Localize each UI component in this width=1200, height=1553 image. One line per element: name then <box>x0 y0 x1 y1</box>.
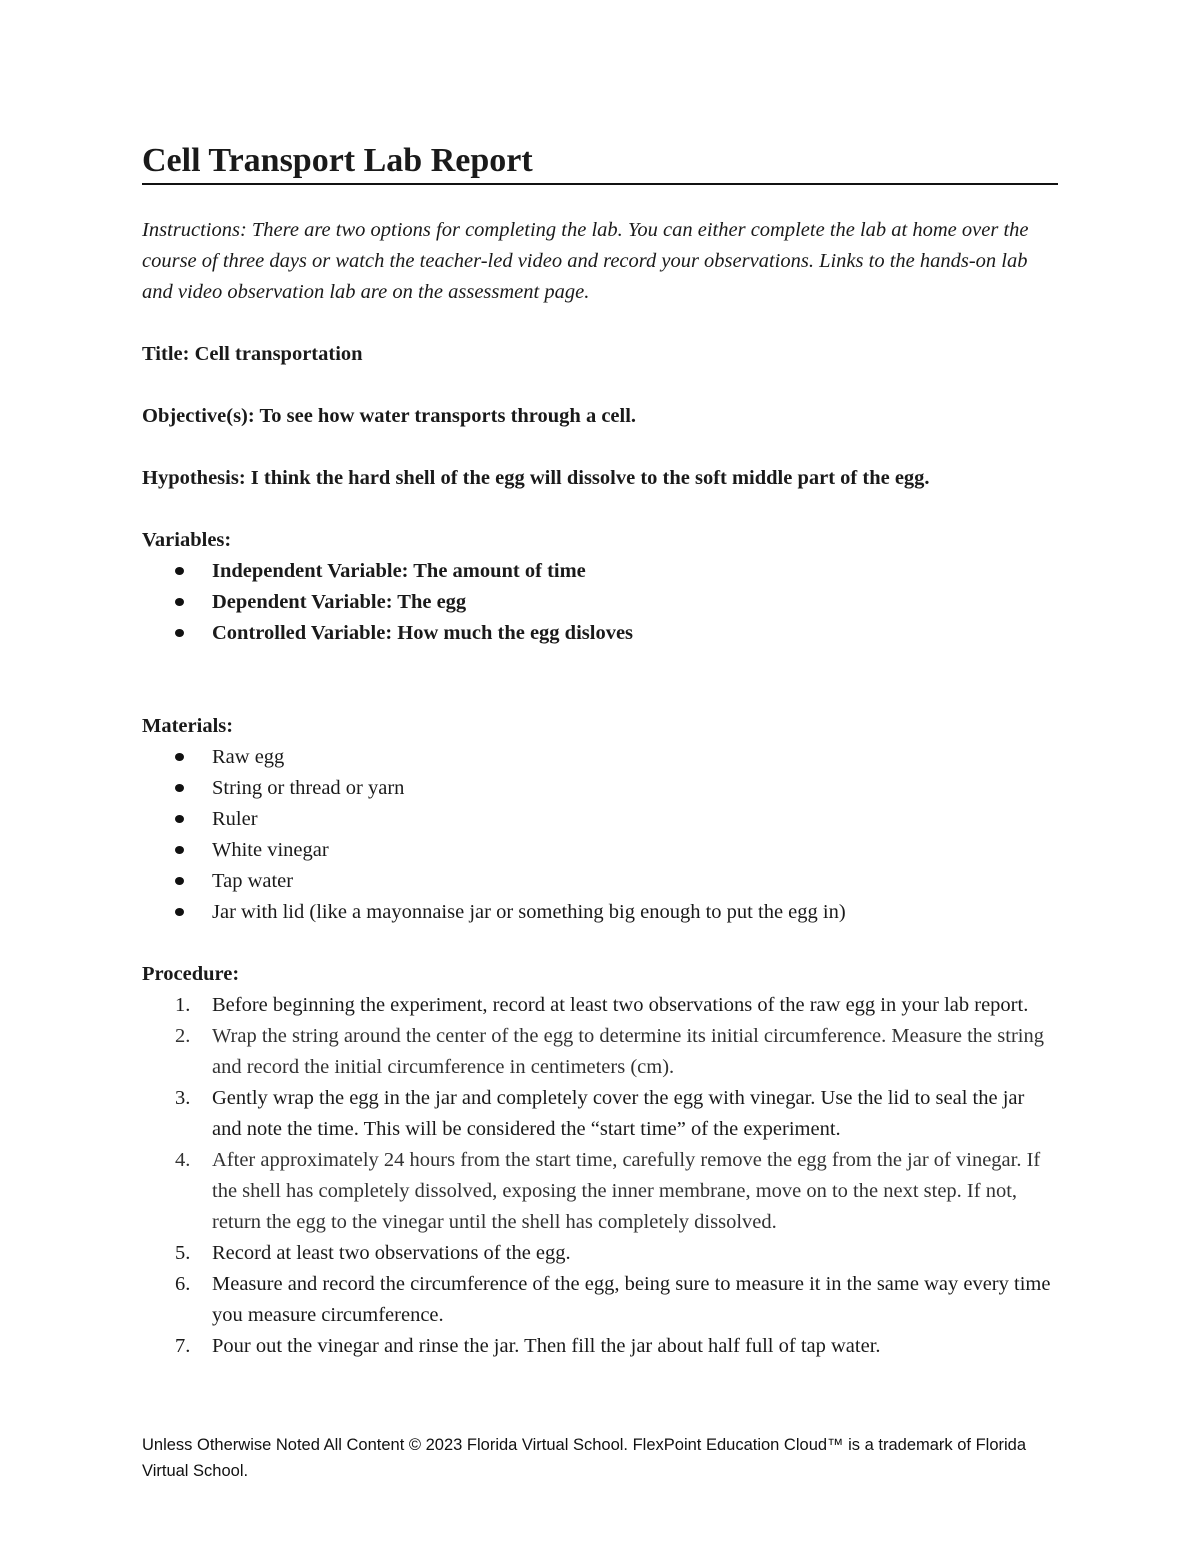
variable-text: Independent Variable: The amount of time <box>212 560 586 582</box>
variable-text: Dependent Variable: The egg <box>212 591 467 613</box>
variables-list <box>142 556 1058 649</box>
list-item <box>142 1083 1058 1145</box>
page-footer: Unless Otherwise Noted All Content © 2023 Florida Virtual School. FlexPoint Education Cloud™ is a trademark of Florida Virtual School. <box>142 1436 1027 1480</box>
step-text: Record at least two observations of the egg. <box>212 1242 571 1264</box>
step-number: 7. <box>175 1335 191 1357</box>
step-text: After approximately 24 hours from the start time, carefully remove the egg from the jar of vinegar. If the shell has completely dissolved, exposing the inner membrane, move on to the next step. If not, return the egg to the vinegar until the shell has completely dissolved. <box>212 1149 1041 1233</box>
bullet-icon <box>175 815 184 823</box>
step-number: 1. <box>175 994 191 1016</box>
step-number: 2. <box>175 1025 191 1047</box>
list-item <box>142 556 1058 587</box>
instructions-paragraph: Instructions: There are two options for completing the lab. You can either complete the lab at home over the course of three days or watch the teacher-led video and record your observations. Links to the hands-on lab and video observation lab are on the assessment page. <box>142 219 1029 303</box>
list-item <box>142 990 1058 1021</box>
bullet-icon <box>175 753 184 761</box>
step-number: 3. <box>175 1087 191 1109</box>
list-item <box>142 587 1058 618</box>
list-item <box>142 1331 1058 1362</box>
list-item <box>142 804 1058 835</box>
step-number: 5. <box>175 1242 191 1264</box>
material-text: Raw egg <box>212 746 285 768</box>
step-number: 6. <box>175 1273 191 1295</box>
document-title: Cell Transport Lab Report <box>142 140 1058 185</box>
step-text: Before beginning the experiment, record at least two observations of the raw egg in your lab report. <box>212 994 1029 1016</box>
bullet-icon <box>175 567 184 575</box>
step-number: 4. <box>175 1149 191 1171</box>
step-text: Measure and record the circumference of the egg, being sure to measure it in the same way every time you measure circumference. <box>212 1273 1051 1326</box>
bullet-icon <box>175 629 184 637</box>
list-item <box>142 1145 1058 1238</box>
list-item <box>142 1269 1058 1331</box>
bullet-icon <box>175 598 184 606</box>
list-item <box>142 835 1058 866</box>
bullet-icon <box>175 877 184 885</box>
bullet-icon <box>175 908 184 916</box>
materials-heading: Materials: <box>142 715 234 737</box>
document-page <box>142 140 1058 1362</box>
procedure-heading: Procedure: <box>142 963 240 985</box>
step-text: Wrap the string around the center of the egg to determine its initial circumference. Measure the string and record the initial circumference in centimeters (cm). <box>212 1025 1044 1078</box>
material-text: Jar with lid (like a mayonnaise jar or something big enough to put the egg in) <box>212 901 846 923</box>
material-text: String or thread or yarn <box>212 777 405 799</box>
materials-list <box>142 742 1058 928</box>
title-field: Title: Cell transportation <box>142 343 363 365</box>
hypothesis-field: Hypothesis: I think the hard shell of the egg will dissolve to the soft middle part of the egg. <box>142 467 930 489</box>
bullet-icon <box>175 846 184 854</box>
list-item <box>142 897 1058 928</box>
step-text: Pour out the vinegar and rinse the jar. Then fill the jar about half full of tap water. <box>212 1335 881 1357</box>
step-text: Gently wrap the egg in the jar and completely cover the egg with vinegar. Use the lid to seal the jar and note the time. This will be considered the “start time” of the experiment. <box>212 1087 1025 1140</box>
list-item <box>142 866 1058 897</box>
procedure-list <box>142 990 1058 1362</box>
list-item <box>142 773 1058 804</box>
list-item <box>142 742 1058 773</box>
list-item <box>142 1238 1058 1269</box>
variable-text: Controlled Variable: How much the egg disloves <box>212 622 634 644</box>
variables-heading: Variables: <box>142 529 232 551</box>
material-text: Tap water <box>212 870 294 892</box>
material-text: Ruler <box>212 808 258 830</box>
list-item <box>142 1021 1058 1083</box>
bullet-icon <box>175 784 184 792</box>
objective-field: Objective(s): To see how water transports through a cell. <box>142 405 637 427</box>
list-item <box>142 618 1058 649</box>
material-text: White vinegar <box>212 839 329 861</box>
